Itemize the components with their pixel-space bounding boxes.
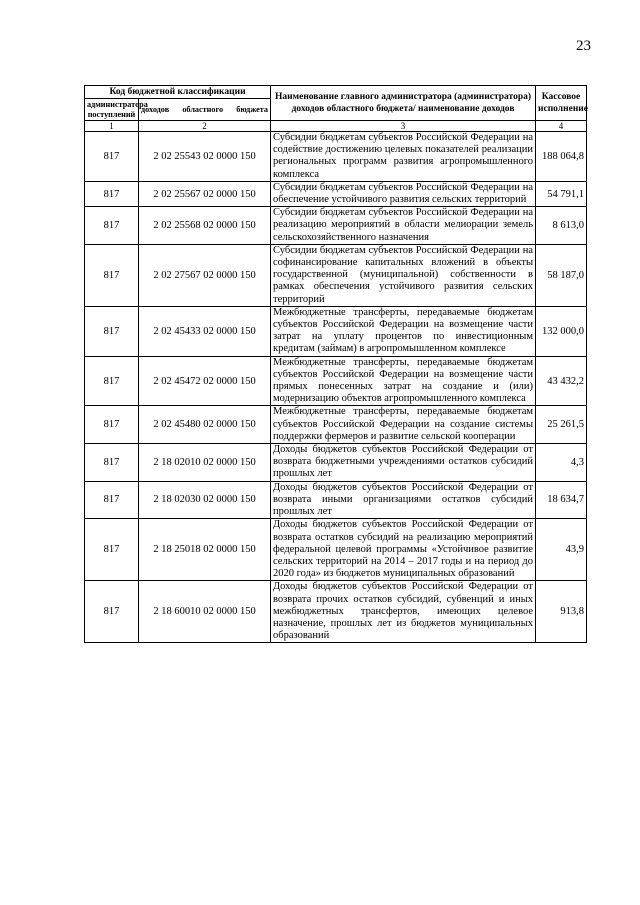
table-row (85, 519, 587, 581)
table-row (85, 244, 587, 306)
income-code: 2 18 25018 02 0000 150 (139, 519, 271, 581)
cash-execution-amount: 43 432,2 (536, 356, 587, 406)
income-name: Доходы бюджетов субъектов Российской Федерации от возврата прочих остатков субсидий, субвенций и иных межбюджетных трансфертов, имеющих целевое назначение, прошлых лет из бюджетов муниципальных образований (271, 581, 536, 643)
column-number: 4 (536, 121, 587, 132)
income-name: Доходы бюджетов субъектов Российской Федерации от возврата иными организациями остатков субсидий прошлых лет (271, 481, 536, 519)
income-code: 2 02 27567 02 0000 150 (139, 244, 271, 306)
income-code: 2 02 45480 02 0000 150 (139, 406, 271, 444)
table-row (85, 406, 587, 444)
administrator-code: 817 (85, 132, 139, 182)
cash-execution-amount: 913,8 (536, 581, 587, 643)
income-name: Доходы бюджетов субъектов Российской Федерации от возврата остатков субсидий на реализацию мероприятий федеральной целевой программы «Устойчивое развитие сельских территорий на 2014 – 2017 годы и на период до 2020 года» из бюджетов муниципальных образований (271, 519, 536, 581)
administrator-code: 817 (85, 356, 139, 406)
table-row (85, 132, 587, 182)
header-cash-execution: Кассовое исполнение (536, 86, 587, 121)
cash-execution-amount: 4,3 (536, 444, 587, 482)
income-code: 2 02 25567 02 0000 150 (139, 181, 271, 206)
income-name: Субсидии бюджетам субъектов Российской Федерации на софинансирование капитальных вложений в объекты государственной (муниципальной) собственности в рамках обеспечения устойчивого развития сельских территорий (271, 244, 536, 306)
table-row (85, 306, 587, 356)
column-number: 1 (85, 121, 139, 132)
table-row (85, 356, 587, 406)
table-row (85, 581, 587, 643)
income-code: 2 02 45472 02 0000 150 (139, 356, 271, 406)
table-row (85, 207, 587, 245)
administrator-code: 817 (85, 444, 139, 482)
page-number: 23 (576, 38, 591, 54)
table-header (85, 86, 587, 132)
administrator-code: 817 (85, 306, 139, 356)
column-number: 2 (139, 121, 271, 132)
income-name: Доходы бюджетов субъектов Российской Федерации от возврата бюджетными учреждениями остатков субсидий прошлых лет (271, 444, 536, 482)
cash-execution-amount: 188 064,8 (536, 132, 587, 182)
income-code: 2 02 25568 02 0000 150 (139, 207, 271, 245)
header-budget-classification-code: Код бюджетной классификации (85, 86, 271, 99)
cash-execution-amount: 18 634,7 (536, 481, 587, 519)
income-name: Межбюджетные трансферты, передаваемые бюджетам субъектов Российской Федерации на создание системы поддержки фермеров и развитие сельской кооперации (271, 406, 536, 444)
income-code: 2 18 02010 02 0000 150 (139, 444, 271, 482)
income-name: Субсидии бюджетам субъектов Российской Федерации на обеспечение устойчивого развития сельских территорий (271, 181, 536, 206)
administrator-code: 817 (85, 244, 139, 306)
cash-execution-amount: 54 791,1 (536, 181, 587, 206)
cash-execution-amount: 8 613,0 (536, 207, 587, 245)
administrator-code: 817 (85, 581, 139, 643)
header-income-column: доходов областного бюджета (139, 99, 271, 121)
administrator-code: 817 (85, 406, 139, 444)
table-row (85, 181, 587, 206)
income-name: Межбюджетные трансферты, передаваемые бюджетам субъектов Российской Федерации на возмещение части прямых понесенных затрат на создание и (или) модернизацию объектов агропромышленного комплекса (271, 356, 536, 406)
income-name: Субсидии бюджетам субъектов Российской Федерации на реализацию мероприятий в области мелиорации земель сельскохозяйственного назначения (271, 207, 536, 245)
income-code: 2 02 45433 02 0000 150 (139, 306, 271, 356)
header-administrator-name: Наименование главного администратора (администратора) доходов областного бюджета/ наименование доходов (271, 86, 536, 121)
income-code: 2 02 25543 02 0000 150 (139, 132, 271, 182)
cash-execution-amount: 58 187,0 (536, 244, 587, 306)
budget-revenue-table (84, 85, 587, 643)
administrator-code: 817 (85, 519, 139, 581)
income-name: Межбюджетные трансферты, передаваемые бюджетам субъектов Российской Федерации на возмещение части затрат на уплату процентов по инвестиционным кредитам (займам) в агропромышленном комплексе (271, 306, 536, 356)
table-row (85, 481, 587, 519)
administrator-code: 817 (85, 181, 139, 206)
cash-execution-amount: 132 000,0 (536, 306, 587, 356)
cash-execution-amount: 43,9 (536, 519, 587, 581)
table-row (85, 444, 587, 482)
income-code: 2 18 02030 02 0000 150 (139, 481, 271, 519)
administrator-code: 817 (85, 481, 139, 519)
income-name: Субсидии бюджетам субъектов Российской Федерации на содействие достижению целевых показателей реализации региональных программ развития агропромышленного комплекса (271, 132, 536, 182)
administrator-code: 817 (85, 207, 139, 245)
table-body (85, 132, 587, 643)
header-administrator-column: администратора поступлений (85, 99, 139, 121)
cash-execution-amount: 25 261,5 (536, 406, 587, 444)
column-number: 3 (271, 121, 536, 132)
income-code: 2 18 60010 02 0000 150 (139, 581, 271, 643)
